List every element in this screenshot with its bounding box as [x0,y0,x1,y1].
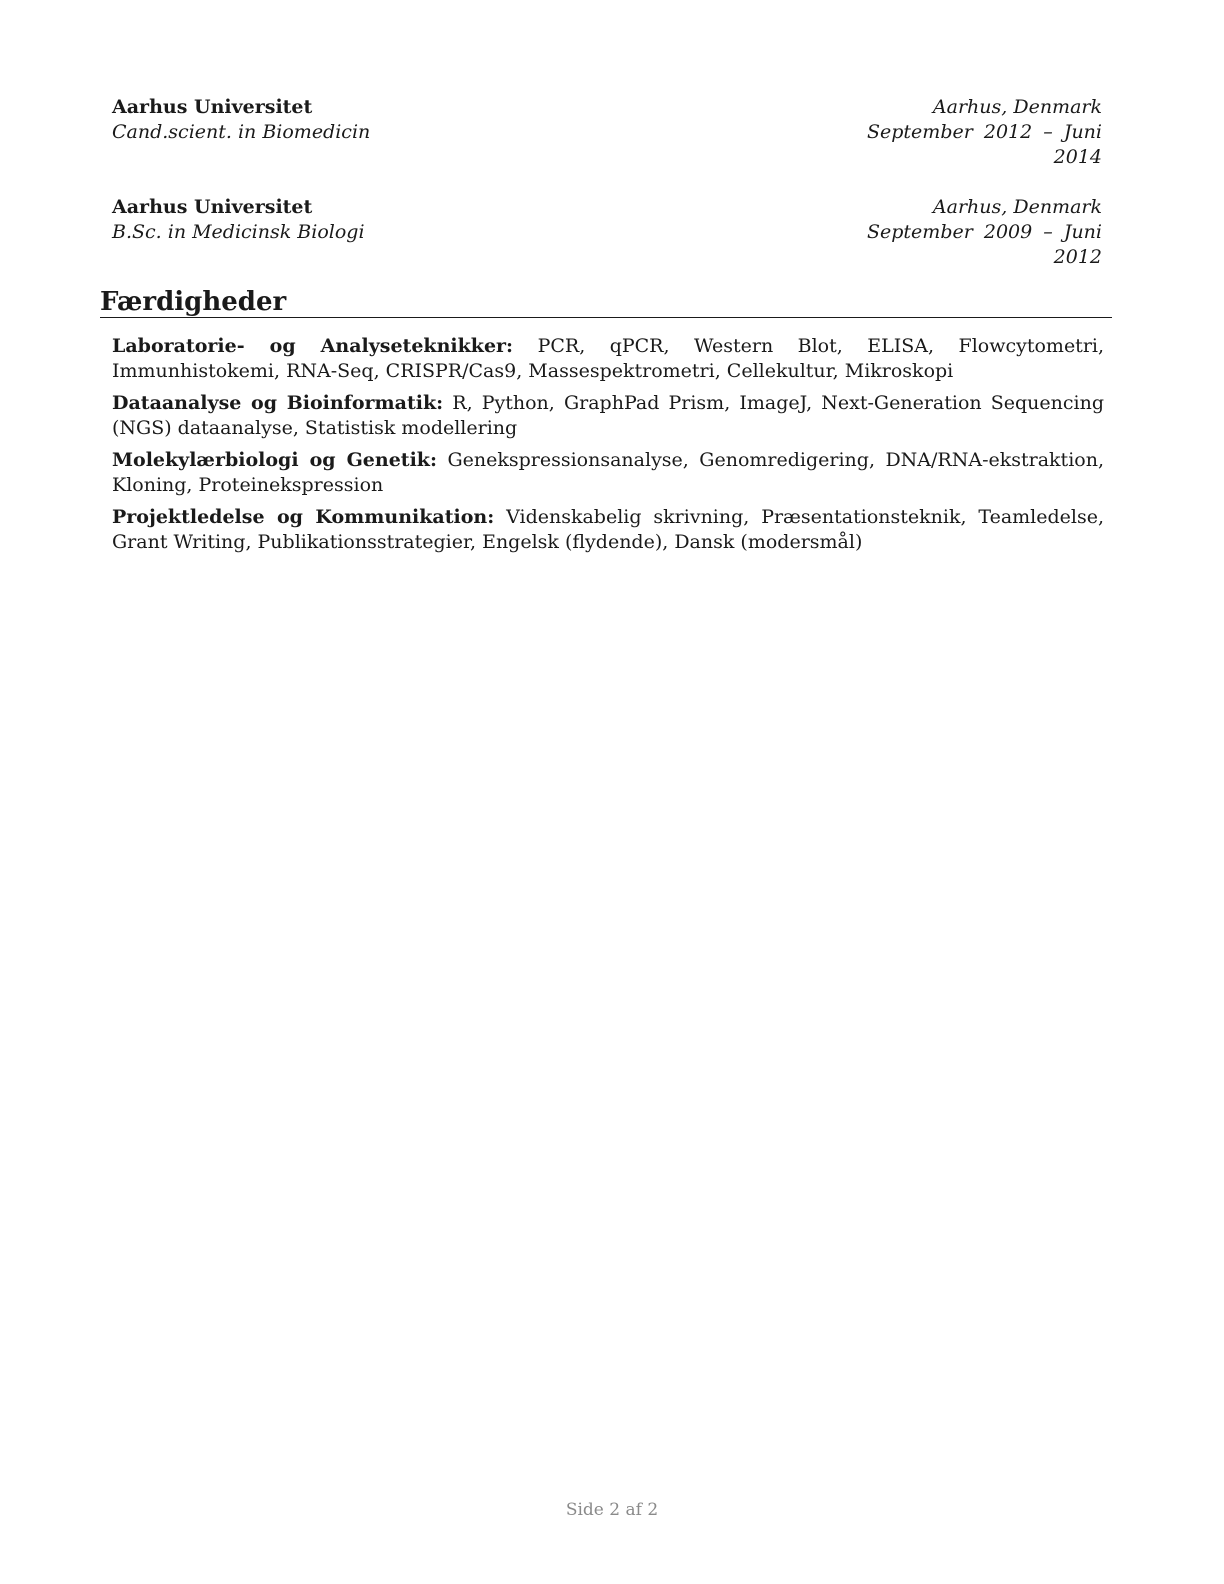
page-number-footer: Side 2 af 2 [565,1500,659,1520]
degree-title: Cand.scient. in Biomedicin [112,121,371,143]
skill-details: R, Python, GraphPad Prism, ImageJ, Next-Generation Sequencing (NGS) dataanalyse, Statistisk modellering [112,392,1104,439]
education-header-row [112,195,1102,220]
skill-item [112,334,1104,384]
skill-details: PCR, qPCR, Western Blot, ELISA, Flowcytometri, Immunhistokemi, RNA-Seq, CRISPR/Cas9, Massespektrometri, Cellekultur, Mikroskopi [112,335,1105,382]
education-entry [112,195,1102,270]
skill-details: Genekspressionsanalyse, Genomredigering, DNA/RNA-ekstraktion, Kloning, Proteinekspression [112,449,1104,496]
skill-category: Projektledelse og Kommunikation: [112,506,495,528]
education-entry [112,95,1102,170]
skill-category: Laboratorie- og Analyseteknikker: [112,335,514,357]
skill-item [112,448,1104,498]
skill-item [112,505,1104,555]
education-detail-row [112,120,1102,170]
skill-details: Videnskabelig skrivning, Præsentationsteknik, Teamledelse, Grant Writing, Publikationsstrategier, Engelsk (flydende), Dansk (modersmål) [112,506,1105,553]
institution-location: Aarhus, Denmark [932,196,1102,218]
degree-title: B.Sc. in Medicinsk Biologi [112,221,365,243]
education-detail-row [112,220,1102,270]
skill-category: Molekylærbiologi og Genetik: [112,449,437,471]
institution-location: Aarhus, Denmark [932,96,1102,118]
skills-section-title: Færdigheder [100,287,1112,318]
education-dates: September 2012 – Juni 2014 [867,121,1102,168]
skill-category: Dataanalyse og Bioinformatik: [112,392,444,414]
education-header-row [112,95,1102,120]
education-dates: September 2009 – Juni 2012 [867,221,1102,268]
institution-name: Aarhus Universitet [112,196,313,218]
skills-list [112,334,1104,562]
institution-name: Aarhus Universitet [112,96,313,118]
skill-item [112,391,1104,441]
